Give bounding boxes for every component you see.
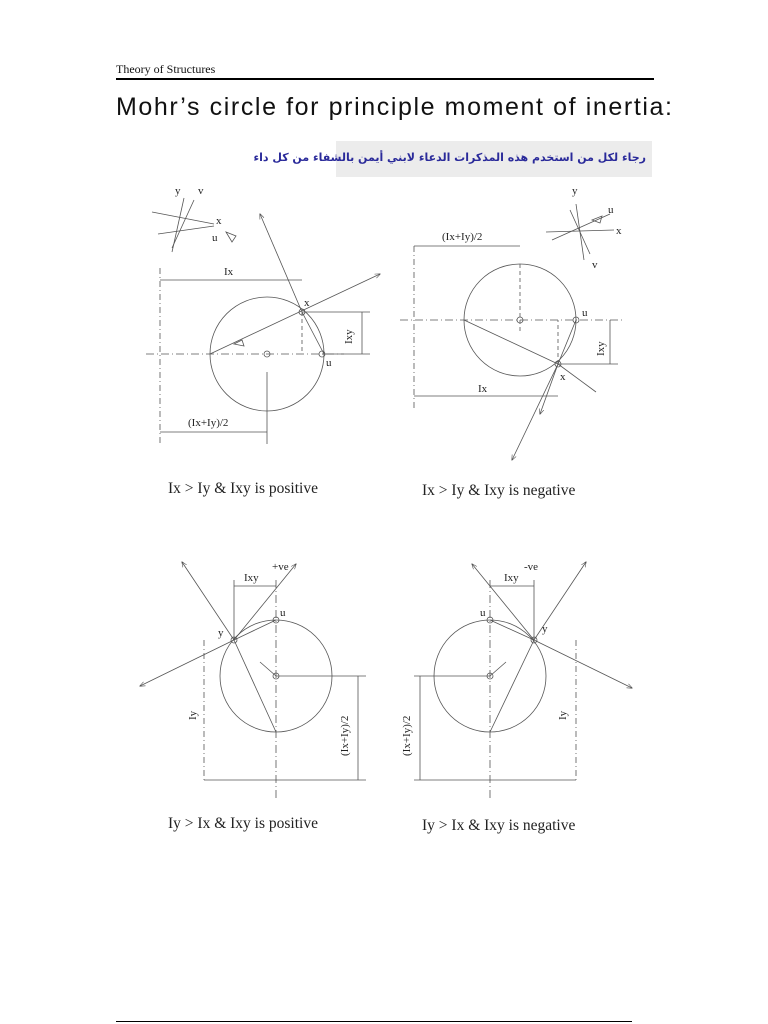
- label-u-small: u: [608, 204, 614, 216]
- label-iy: Iy: [187, 710, 199, 720]
- label-u-point: u: [326, 357, 332, 369]
- axis-arrow: [512, 364, 558, 460]
- running-header: Theory of Structures: [116, 62, 216, 76]
- footer-rule: [116, 1021, 632, 1022]
- diameter: [234, 640, 276, 732]
- label-u-point: u: [480, 607, 486, 619]
- label-avg: (Ix+Iy)/2: [339, 715, 351, 756]
- label-avg: (Ix+Iy)/2: [188, 417, 229, 429]
- axis-arrow: [534, 640, 632, 688]
- label-u-point: u: [582, 307, 588, 319]
- label-v: v: [198, 185, 204, 197]
- label-ixy: Ixy: [244, 572, 259, 584]
- caption-bottom-left: Iy > Ix & Ixy is positive: [168, 815, 318, 832]
- chord: [558, 320, 576, 364]
- axis-line: [158, 226, 214, 234]
- label-u-point: u: [280, 607, 286, 619]
- center-tick: [260, 662, 276, 676]
- diagram-top-left: [146, 198, 380, 444]
- label-y-point: y: [218, 627, 224, 639]
- axis-line: [570, 210, 590, 254]
- label-u-small: u: [212, 232, 218, 244]
- angle-marker: [226, 232, 236, 242]
- label-y: y: [175, 185, 181, 197]
- diagram-bottom-right-labels: [401, 561, 575, 834]
- label-x-small: x: [616, 225, 622, 237]
- label-iy: Iy: [557, 710, 569, 720]
- principal-axis-arrow: [472, 564, 534, 640]
- label-ixy: Ixy: [504, 572, 519, 584]
- diagram-top-left-labels: [168, 185, 355, 497]
- label-ix: Ix: [224, 266, 234, 278]
- axis-line: [152, 212, 214, 224]
- label-x-point: x: [560, 371, 566, 383]
- diagram-bottom-right: [414, 562, 632, 800]
- page-title: Mohr’s circle for principle moment of inertia:: [116, 93, 674, 121]
- diagram-top-right: [400, 204, 624, 460]
- label-avg: (Ix+Iy)/2: [442, 231, 483, 243]
- caption-top-right: Ix > Iy & Ixy is negative: [422, 482, 576, 499]
- center-tick: [490, 662, 506, 676]
- chord: [302, 312, 324, 354]
- axis-arrow: [182, 562, 234, 640]
- chord: [234, 620, 276, 640]
- label-x-point: x: [304, 297, 310, 309]
- label-v: v: [592, 259, 598, 271]
- diagram-top-right-labels: [422, 185, 622, 499]
- label-ixy: Ixy: [595, 341, 607, 356]
- label-y: y: [572, 185, 578, 197]
- label-x-small: x: [216, 215, 222, 227]
- label-ve: +ve: [272, 561, 289, 573]
- axis-line: [172, 200, 194, 248]
- chord: [490, 620, 534, 640]
- label-ix: Ix: [478, 383, 488, 395]
- label-ve: -ve: [524, 561, 539, 573]
- label-y-point: y: [542, 623, 548, 635]
- caption-top-left: Ix > Iy & Ixy is positive: [168, 480, 318, 497]
- angle-marker: [234, 340, 244, 346]
- label-avg: (Ix+Iy)/2: [401, 715, 413, 756]
- caption-bottom-right: Iy > Ix & Ixy is negative: [422, 817, 576, 834]
- banner-text: رجاء لكل من استخدم هذه المذكرات الدعاء لابني أيمن بالشفاء من كل داء: [253, 151, 646, 164]
- diagram-bottom-left: [140, 562, 366, 800]
- label-ixy: Ixy: [343, 329, 355, 344]
